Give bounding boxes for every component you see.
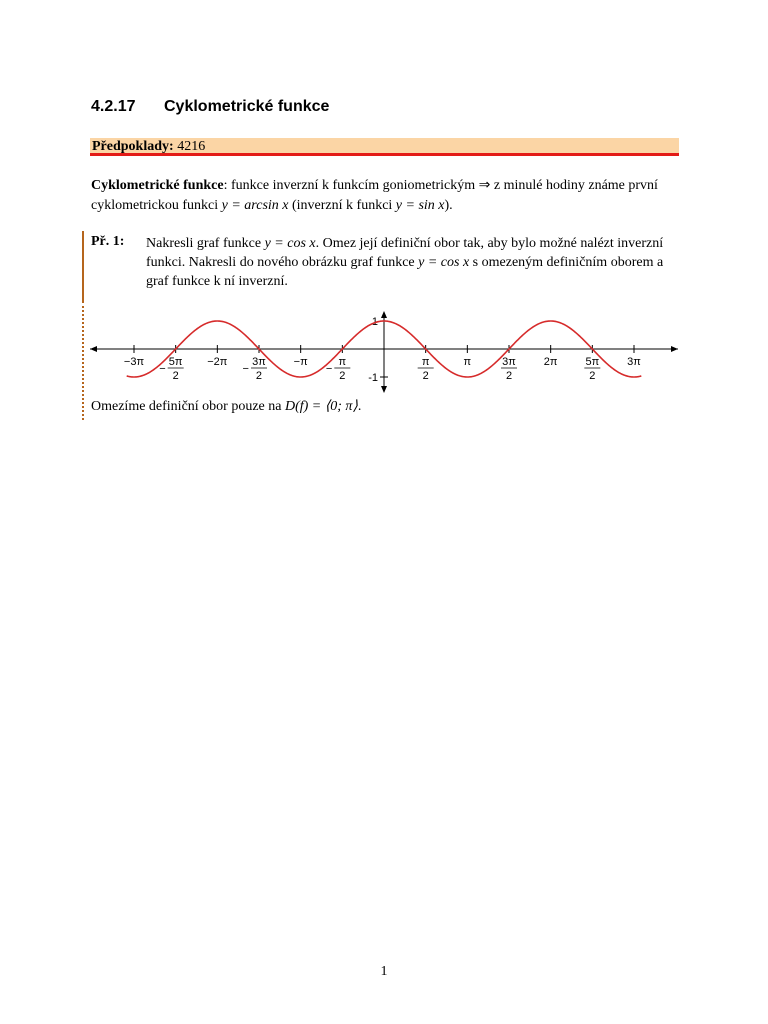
intro-math-arcsin: y = arcsin x: [221, 198, 289, 213]
x-axis-right-arrow: [671, 346, 678, 352]
cos-graph: [88, 310, 680, 396]
example-text-2: . Omez její definiční obor tak, aby bylo možné nalézt inverzní funkci. Nakresli do nového obrázku graf funkce: [146, 236, 664, 270]
y-ticks: [368, 316, 388, 384]
section-heading: [91, 98, 329, 116]
x-tick-label-numerator: π: [338, 356, 347, 368]
x-tick-label-sign: −: [325, 363, 333, 375]
x-tick-label-denominator: 2: [505, 370, 513, 382]
intro-math-sin: y = sin x: [395, 198, 445, 213]
x-tick-label-numerator: 3π: [252, 356, 266, 368]
x-ticks: [124, 345, 641, 382]
example-math-cos-2: y = cos x: [418, 255, 470, 270]
page-number: 1: [380, 964, 388, 979]
conclusion-text: Omezíme definiční obor pouze na: [91, 399, 285, 414]
example-text-1: Nakresli graf funkce: [146, 236, 265, 251]
section-number: 4.2.17: [91, 98, 136, 115]
x-tick-label: −π: [293, 356, 308, 368]
y-axis-down-arrow: [381, 386, 387, 393]
example-text-3: s omezeným definičním oborem a graf funkce k ní inverzní.: [146, 255, 664, 289]
intro-paragraph: [91, 176, 681, 216]
x-tick-label-sign: −: [242, 363, 249, 375]
x-tick-label-denominator: 2: [172, 370, 179, 382]
x-tick-label: 3π: [627, 356, 641, 368]
prerequisites-value: 4216: [177, 139, 206, 154]
intro-text-1: : funkce inverzní k funkcím goniometrickým ⇒ z minulé hodiny známe první cyklometrickou funkci: [91, 178, 658, 213]
example-side-dots: [82, 306, 84, 420]
x-tick-label-sign: −: [159, 363, 166, 375]
example-math-cos-1: y = cos x: [264, 236, 316, 251]
x-tick-label-numerator: 5π: [168, 356, 183, 368]
x-tick-label-numerator: 5π: [585, 356, 600, 368]
x-tick-label-denominator: 2: [422, 370, 429, 382]
y-tick-label: -1: [368, 372, 378, 384]
x-tick-label-denominator: 2: [589, 370, 596, 382]
example-text: [146, 234, 686, 291]
x-axis-left-arrow: [90, 346, 97, 352]
x-tick-label: 2π: [543, 356, 558, 368]
example-side-bar: [82, 231, 84, 303]
prerequisites-bar: [90, 138, 679, 156]
example-label: Př. 1:: [91, 234, 125, 249]
section-title: Cyklometrické funkce: [164, 98, 330, 115]
y-axis-up-arrow: [381, 311, 387, 318]
intro-text-2: (inverzní k funkci: [288, 198, 396, 213]
x-tick-label-numerator: π: [421, 356, 430, 368]
conclusion-end: .: [357, 399, 362, 414]
conclusion-math: D(f) = ⟨0; π⟩: [284, 399, 358, 414]
intro-text-3: ).: [444, 198, 453, 213]
x-tick-label: −2π: [207, 356, 228, 368]
conclusion-paragraph: [91, 398, 361, 415]
x-tick-label: −3π: [123, 356, 145, 368]
x-tick-label-denominator: 2: [255, 370, 263, 382]
x-tick-label-numerator: 3π: [502, 356, 516, 368]
prerequisites-label: Předpoklady:: [92, 139, 174, 154]
y-tick-label: 1: [371, 316, 378, 328]
intro-term: Cyklometrické funkce: [91, 178, 224, 193]
x-tick-label: π: [463, 356, 472, 368]
x-tick-label-denominator: 2: [339, 370, 346, 382]
